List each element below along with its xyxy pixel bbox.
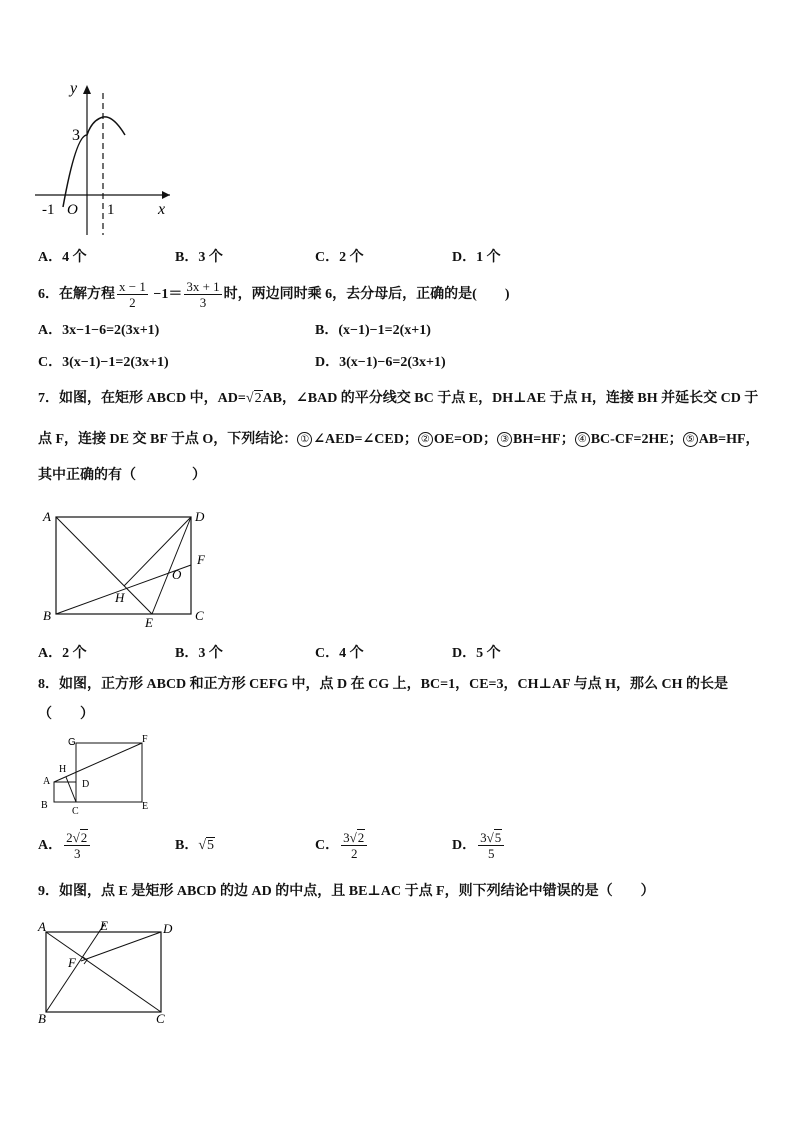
q8-d-den: 5	[487, 846, 495, 862]
q8-option-a	[38, 826, 92, 866]
q7-line-1	[38, 390, 758, 408]
q9-line-1: 9．如图，点 E 是矩形 ABCD 的边 AD 的中点，且 BE⊥AC 于点 F，则下列结论中错误的是（ ）	[38, 884, 655, 899]
q6-stem	[38, 277, 510, 313]
label-f: F	[142, 734, 148, 745]
x-axis-arrow	[162, 191, 170, 199]
label-3: 3	[72, 127, 80, 144]
label-c: C	[156, 1011, 165, 1025]
q7-option-c: C．4 个	[315, 646, 364, 661]
q8-d-frac: $\frac{3√5}{5}$	[478, 830, 504, 861]
label-a: A	[43, 776, 51, 787]
q5-option-b: B．3 个	[175, 250, 223, 265]
label-g: G	[68, 737, 76, 748]
q8-d-rad: 5	[494, 830, 502, 846]
segment-de	[152, 517, 191, 614]
label-origin: O	[67, 202, 78, 218]
q8-d-pre: D．	[452, 838, 477, 853]
label-neg1: -1	[42, 202, 55, 218]
q6-f2-num: 3x + 1	[186, 279, 220, 295]
q8-b-pre: B．	[175, 838, 199, 853]
q6-option-a: A．3x−1−6=2(3x+1)	[38, 323, 160, 338]
label-d: D	[163, 921, 173, 936]
label-h: H	[59, 764, 67, 775]
q8-c-num: 3	[343, 830, 350, 846]
q6-prefix: 6．在解方程	[38, 287, 115, 302]
label-c: C	[72, 806, 79, 814]
label-o: O	[172, 567, 182, 582]
q7-sqrt: √2	[245, 391, 262, 406]
q5-option-c: C．2 个	[315, 250, 364, 265]
label-e: E	[100, 918, 108, 933]
y-axis-arrow	[83, 85, 91, 94]
label-b: B	[38, 1011, 46, 1025]
square-cefg	[76, 743, 142, 802]
q7-line2-pre: 点 F，连接 DE 交 BF 于点 O，下列结论：	[38, 432, 298, 447]
q7-stmt-5: AB=HF，	[698, 432, 760, 447]
q8-a-frac: $\frac{2√2}{3}$	[64, 830, 90, 861]
label-h: H	[115, 590, 125, 605]
segment-ch	[66, 777, 76, 802]
q7-circ-4: ④	[575, 432, 590, 447]
q7-line-3: 其中正确的有（ ）	[38, 468, 206, 483]
q5-option-d: D．1 个	[452, 250, 501, 265]
label-y: y	[70, 80, 78, 97]
q6-f1-num: x − 1	[119, 279, 146, 295]
label-f: F	[197, 552, 205, 567]
q7-line1-post: AB，∠BAD 的平分线交 BC 于点 E，DH⊥AE 于点 H，连接 BH 并延长交 CD 于	[262, 391, 759, 406]
label-f: F	[68, 955, 76, 970]
q7-circ-2: ②	[418, 432, 433, 447]
q7-sqrt-val: 2	[254, 391, 262, 406]
label-d: D	[195, 509, 205, 524]
q8-b-rad: 5	[207, 838, 215, 853]
q8-c-rad: 2	[357, 830, 365, 846]
segment-fd	[81, 932, 161, 961]
segment-ae	[56, 517, 152, 614]
q8-a-den: 3	[73, 846, 81, 862]
q8-option-d	[452, 826, 506, 866]
q5-option-a: A．4 个	[38, 250, 87, 265]
q7-circ-5: ⑤	[683, 432, 698, 447]
q8-c-frac: $\frac{3√2}{2}$	[341, 830, 367, 861]
q7-line1-pre: 7．如图，在矩形 ABCD 中，AD=	[38, 391, 246, 406]
q6-f2-den: 3	[199, 295, 207, 311]
q7-option-a: A．2 个	[38, 646, 87, 661]
q9-rectangle-figure	[36, 915, 181, 1025]
label-x: x	[158, 201, 166, 218]
q6-option-b: B．(x−1)−1=2(x+1)	[315, 323, 431, 338]
q8-a-rad: 2	[80, 830, 88, 846]
label-a: A	[38, 919, 46, 934]
q6-mid: −1＝	[149, 287, 183, 302]
q8-c-pre: C．	[315, 838, 340, 853]
q8-option-c	[315, 826, 369, 866]
q8-a-num: 2	[66, 830, 73, 846]
q6-option-c: C．3(x−1)−1=2(3x+1)	[38, 355, 169, 370]
square-abcd	[54, 782, 76, 802]
q8-option-b: B．√5	[175, 838, 215, 853]
q8-squares-figure	[38, 732, 158, 814]
q7-option-d: D．5 个	[452, 646, 501, 661]
q7-circ-1: ①	[297, 432, 312, 447]
q7-rectangle-figure	[38, 505, 218, 635]
q8-c-den: 2	[350, 846, 358, 862]
label-d: D	[82, 779, 90, 790]
q7-circ-3: ③	[497, 432, 512, 447]
q8-d-num: 3	[480, 830, 487, 846]
q8-line-1: 8．如图，正方形 ABCD 和正方形 CEFG 中，点 D 在 CG 上，BC=1，CE=3，CH⊥AF 与点 H，那么 CH 的长是	[38, 677, 728, 692]
q6-fraction-1	[117, 279, 148, 310]
q6-option-d: D．3(x−1)−6=2(3x+1)	[315, 355, 446, 370]
q7-stmt-2: OE=OD；	[433, 432, 498, 447]
diagonal-ac	[46, 932, 161, 1012]
q6-suffix: 时，两边同时乘 6，去分母后，正确的是( )	[223, 287, 510, 302]
q6-f1-den: 2	[129, 295, 136, 311]
q8-line-2: （ ）	[38, 707, 94, 722]
label-b: B	[41, 800, 48, 811]
label-b: B	[43, 608, 51, 623]
q7-stmt-1: ∠AED=∠CED；	[313, 432, 418, 447]
q7-line-2	[38, 431, 760, 449]
parabola-graph	[30, 75, 180, 240]
segment-af	[54, 743, 142, 782]
q8-a-pre: A．	[38, 838, 63, 853]
label-c: C	[195, 608, 204, 623]
label-e: E	[145, 615, 153, 630]
label-e: E	[142, 801, 149, 812]
q6-fraction-2	[184, 279, 221, 310]
label-a: A	[43, 509, 51, 524]
q7-option-b: B．3 个	[175, 646, 223, 661]
q7-stmt-3: BH=HF；	[513, 432, 575, 447]
label-1: 1	[107, 202, 115, 218]
q7-stmt-4: BC-CF=2HE；	[590, 432, 683, 447]
